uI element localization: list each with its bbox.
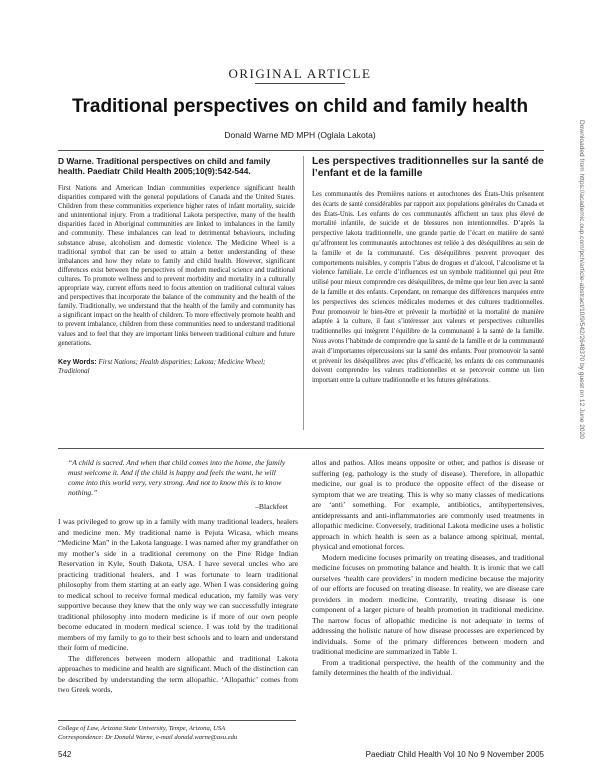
footnote-rule (58, 720, 296, 721)
header-divider (58, 150, 544, 151)
column-divider (303, 156, 304, 430)
french-text: Les communautés des Premières nations et autochtones des États-Unis présentent des écarts de santé considérables par rapport aux populations générales du Canada et des États-Unis. Les enfants de ces communautés affichent un taux plus élevé de mortalité infantile, de suicide et de blessures non intentionnelles. D’après la perspective lakota traditionnelle, une grande partie de l’écart en matière de santé qu’affrontent les communautés autochtones est reliée à des déséquilibres au sein de la famille et de la communauté. Ces déséquilibres peuvent provoquer des comportements nuisibles, y compris l’abus de drogues et d’alcool, l’alcoolisme et la violence familiale. Le cercle d’influences est un symbole traditionnel qui peut être utilisé pour mieux comprendre ces déséquilibres, de même que leur lien avec la santé de la famille et des enfants. Cependant, on remarque des différences marquées entre les perspectives des sciences médicales modernes et des cultures traditionnelles. Pour promouvoir le bien-être et prévenir la morbidité et la mortalité de manière adaptée à la culture, il faut s’intéresser aux valeurs et perspectives culturelles traditionnelles qui intègrent l’équilibre de la communauté à la santé de la famille. Nous avons l’habitude de comprendre que la santé de la famille et de la communauté avait d’importantes répercussions sur la santé des enfants. Pour promouvoir la santé et prévenir les déséquilibres avec plus d’efficacité, les enfants de ces communautés doivent comprendre les valeurs traditionnelles et se percevoir comme un lien important entre la culture traditionnelle et les futures générations. (312, 191, 544, 385)
keywords-label: Key Words: (58, 358, 97, 366)
section-label: ORIGINAL ARTICLE (228, 66, 372, 81)
article-title: Traditional perspectives on child and family health (71, 96, 529, 117)
epigraph-attribution: –Blackfeet (255, 502, 288, 511)
body-paragraph: From a traditional perspective, the health of the community and the family determines the health of the individual. (312, 657, 544, 677)
french-title: Les perspectives traditionnelles sur la santé de l’enfant et de la famille (312, 156, 544, 179)
page-number: 542 (58, 750, 72, 759)
body-right-column (312, 458, 544, 679)
abstract-divider (58, 448, 544, 449)
body-paragraph: allos and pathos. Allos means opposite or other, and pathos is disease or suffering (eg, pathology is the study of disease). Therefore, in allopathic medicine, our goal is to produce the opposite effect of the disease or symptom that we are treating. This is why so many classes of medications are ‘anti’ something. For example, antibiotics, antihypertensives, antidepressants and anti-inflammatories are commonly used treatments in allopathic medicine. Conversely, traditional Lakota medicine uses a holistic approach in which health is seen as a balance among spiritual, mental, physical and emotional forces. (312, 458, 544, 551)
french-abstract (312, 156, 544, 386)
keywords-list: First Nations; Health disparities; Lakota; Medicine Wheel; Traditional (58, 357, 266, 375)
download-sidebar: Downloaded from https://academic.oup.com/pch/article-abstract/10/9/542/2648370 by guest on 12 June 2020 (578, 120, 585, 439)
english-abstract (58, 156, 295, 376)
citation: D Warne. Traditional perspectives on child and family health. Paediatr Child Health 2005;10(9):542-544. (58, 156, 271, 176)
affiliation: College of Law, Arizona State University, Tempe, Arizona, USA (58, 725, 226, 732)
body-paragraph: Modern medicine focuses primarily on treating diseases, and traditional medicine focuses on promoting balance and health. It is ironic that we call ourselves ‘health care providers’ in modern medicine because the majority of our efforts are focused on treating disease. In reality, we are disease care providers in modern medicine. Contrarily, treating disease is one component of a larger picture of health promotion in traditional medicine. The narrow focus of allopathic medicine is not adequate in terms of addressing the holistic nature of how disease processes are experienced by individuals. Some of the primary differences between modern and traditional medicine are summarized in Table 1. (312, 552, 544, 656)
footnotes (58, 724, 318, 742)
keywords (58, 358, 295, 376)
author-line: Donald Warne MD MPH (Oglala Lakota) (224, 130, 376, 140)
abstract-text: First Nations and American Indian communities experience significant health disparities compared with the general populations of Canada and the United States. Children from these communities experience higher rates of infant mortality, suicide and unintentional injury. From a traditional Lakota perspective, many of the health disparities faced in Aboriginal communities are linked to imbalances in the family and community. These imbalances can lead to detrimental behaviours, including substance abuse, alcoholism and domestic violence. The Medicine Wheel is a traditional symbol that can be used to attain a better understanding of these imbalances and how they relate to family and child health. However, significant differences exist between the perspectives of modern medical science and traditional cultures. To promote wellness and to prevent morbidity and mortality in a culturally appropriate way, current efforts need to focus attention on traditional cultural values and perspectives that incorporate the balance of the community and the health of the family. Traditionally, we understand that the health of the family and community has a significant impact on the health of children. To more effectively promote health and to prevent imbalance, children from these communities need to understand traditional values and to feel that they are important links between traditional culture and future generations. (58, 185, 295, 347)
section-rule (255, 83, 345, 84)
body-paragraph: The differences between modern allopathic and traditional Lakota approaches to medicine and health are significant. Much of the distinction can be described by understanding the term allopathic. ‘Allopathic’ comes from two Greek words, (58, 653, 298, 694)
epigraph-quote: “A child is sacred. And when that child comes into the home, the family must welcome it. And if the child is happy and feels the want, he will come into this world very, very strong. And not to know this is to know nothing.” (68, 458, 286, 497)
journal-info: Paediatr Child Health Vol 10 No 9 November 2005 (365, 750, 544, 759)
body-left-column (58, 458, 298, 696)
correspondence: Correspondence: Dr Donald Warne, e-mail donald.warne@asu.edu (58, 734, 238, 741)
body-paragraph: I was privileged to grow up in a family with many traditional leaders, healers and medicine men. My traditional name is Pejuta Wicasa, which means “Medicine Man” in the Lakota language. I was named after my grandfather on my mother’s side in a traditional ceremony on the Pine Ridge Indian Reservation in Kyle, South Dakota, USA. I have several uncles who are practicing traditional healers, and I was fortunate to learn traditional philosophy from them starting at an early age. When I was considering going to medical school to receive formal medical education, my family was very supportive because they knew that the only way we can successfully integrate traditional philosophy into modern medicine is if more of our own people become educated in modern medical science. I was told by the traditional members of my family to go to their best schools and to learn and understand their form of medicine. (58, 517, 298, 652)
